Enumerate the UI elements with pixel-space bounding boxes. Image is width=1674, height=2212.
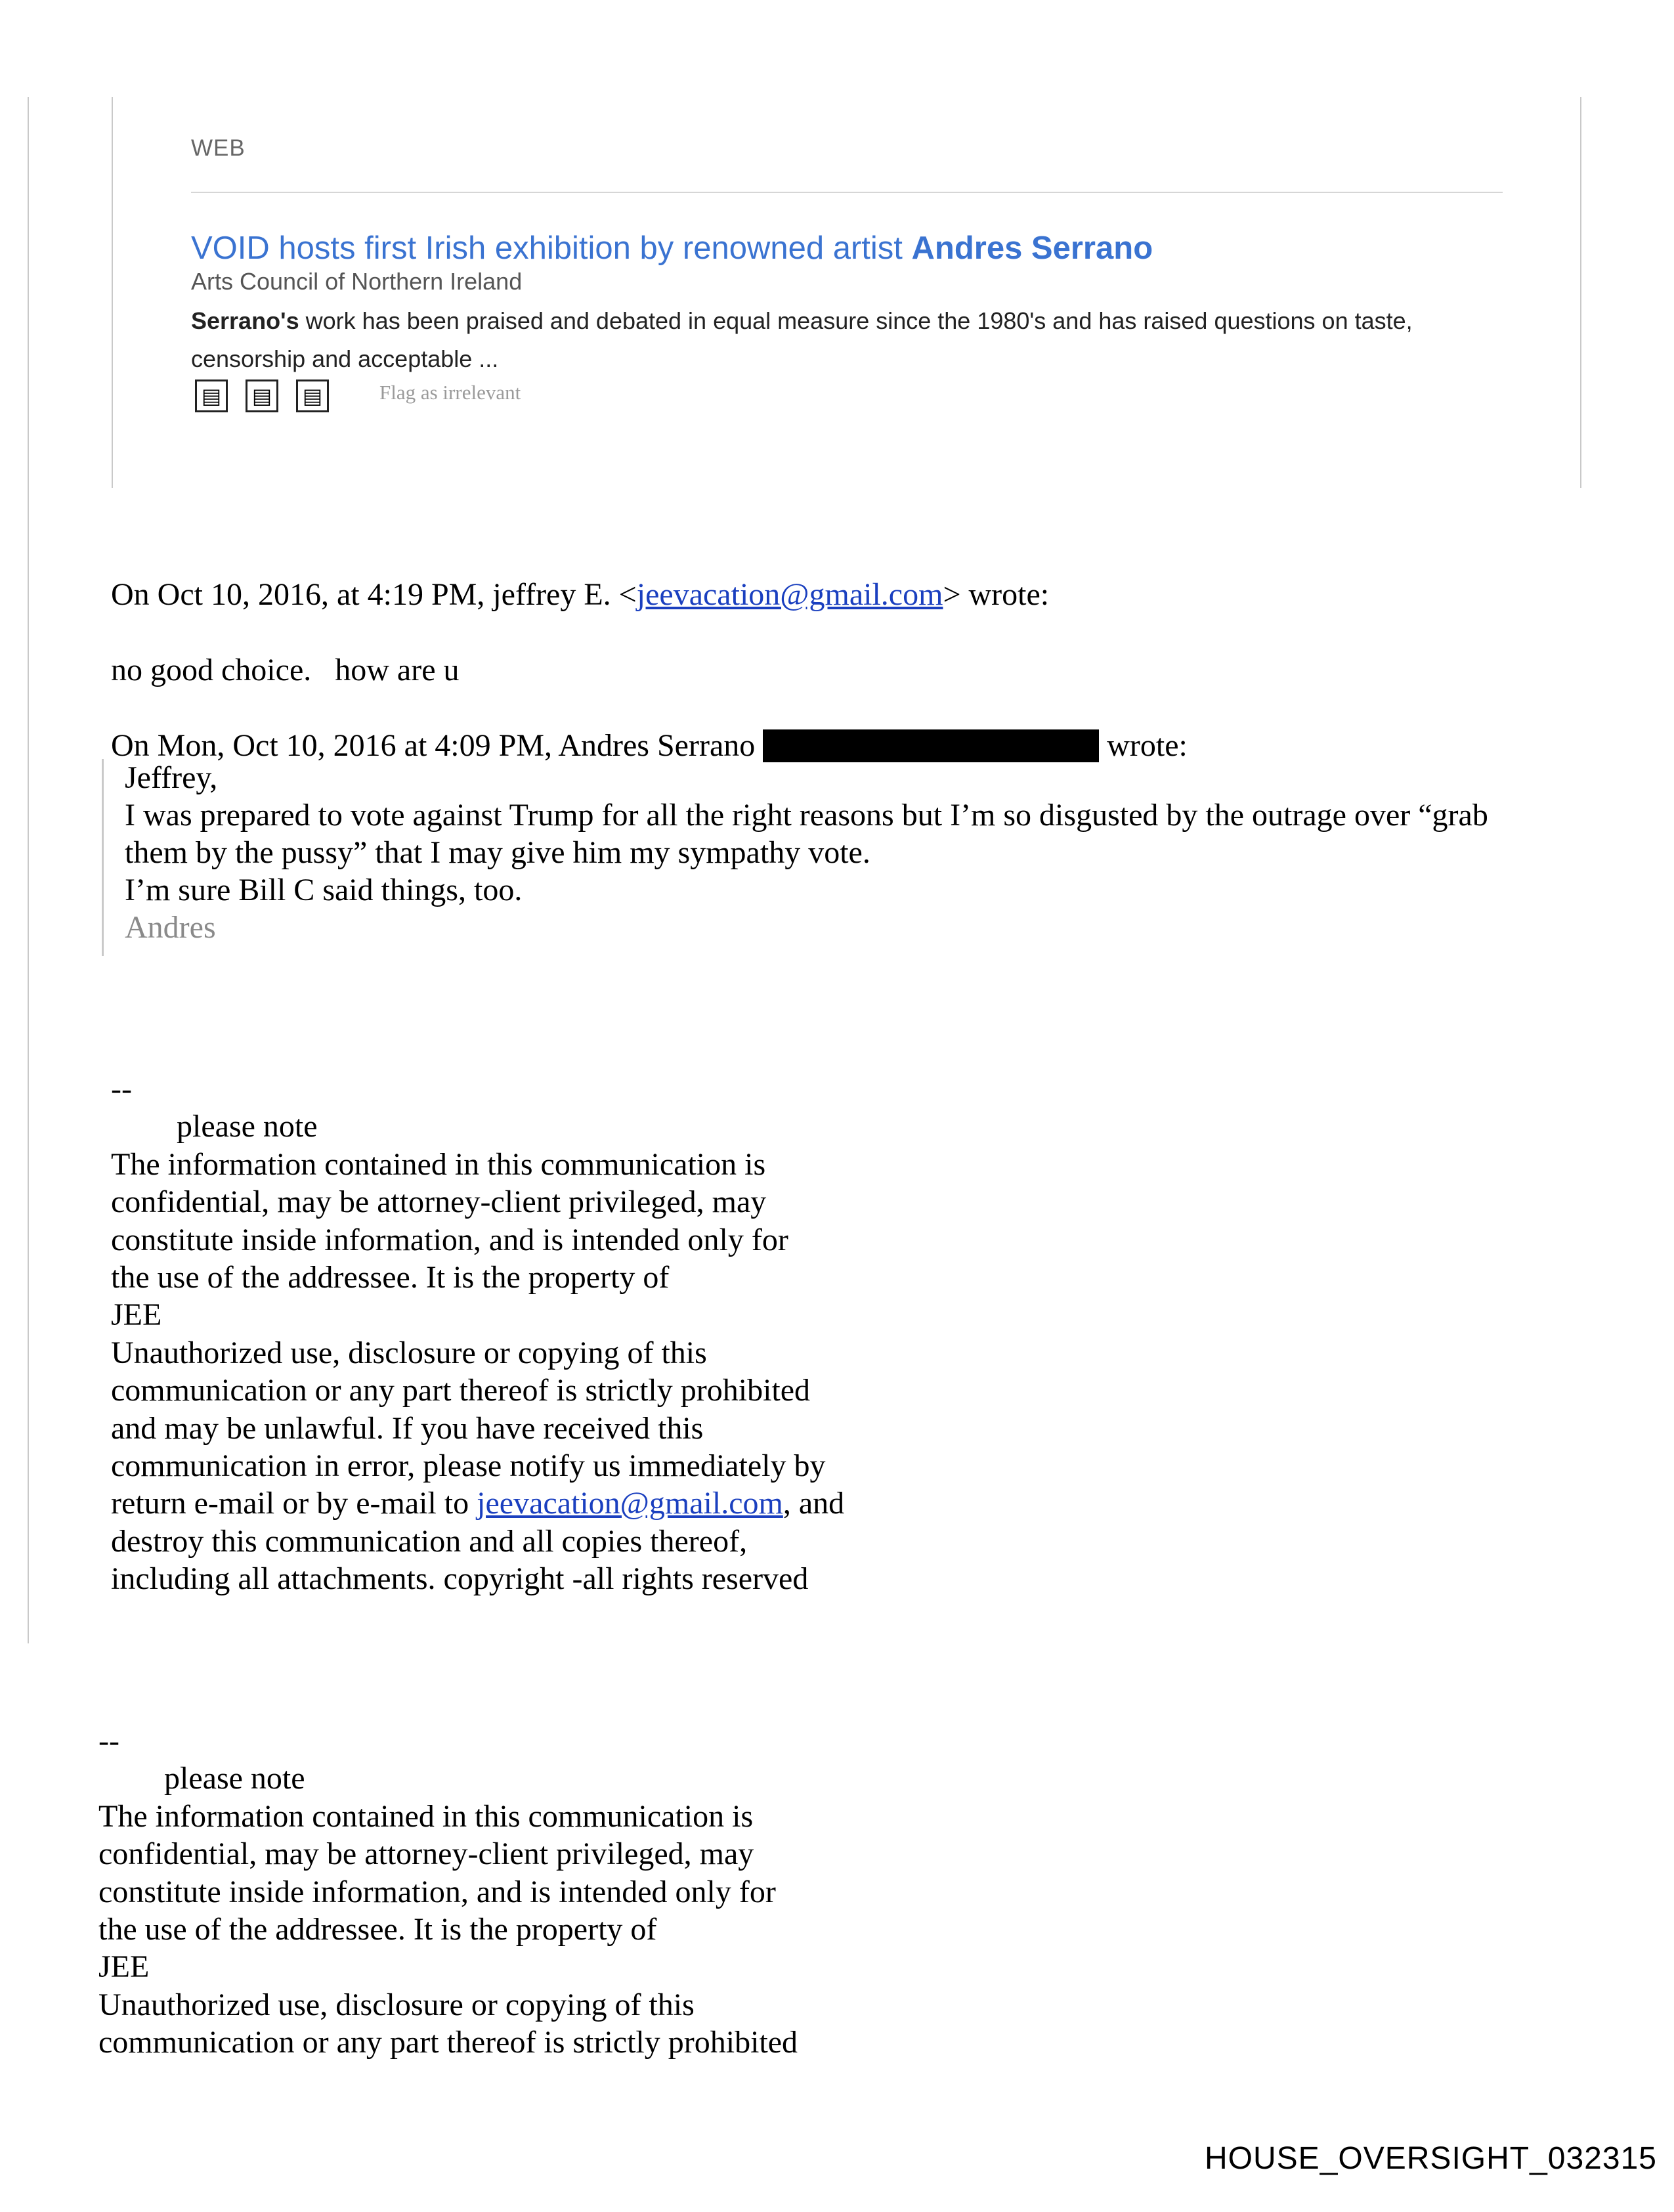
header1-suffix: > wrote: bbox=[943, 577, 1050, 612]
disclaimer-line: constitute inside information, and is intended only for bbox=[98, 1874, 776, 1909]
result-title-text: VOID hosts first Irish exhibition by renowned artist bbox=[191, 230, 912, 266]
disclaimer-note: please note bbox=[164, 1761, 305, 1796]
quoted-message bbox=[102, 759, 1631, 956]
disclaimer-line: constitute inside information, and is intended only for bbox=[111, 1222, 788, 1257]
header2-suffix: wrote: bbox=[1099, 728, 1188, 763]
card-right-border bbox=[1580, 97, 1581, 488]
result-title-link[interactable] bbox=[191, 230, 1153, 267]
disclaimer-line: communication or any part thereof is strictly prohibited bbox=[111, 1373, 811, 1408]
email-header-2 bbox=[111, 727, 1188, 764]
disclaimer-line: including all attachments. copyright -all rights reserved bbox=[111, 1561, 809, 1597]
quoted-line: I’m sure Bill C said things, too. bbox=[125, 873, 523, 907]
document-id: HOUSE_OVERSIGHT_032315 bbox=[1205, 2141, 1657, 2176]
disclaimer-line: confidential, may be attorney-client privileged, may bbox=[111, 1184, 767, 1220]
snippet-text: work has been praised and debated in equal measure since the 1980's and has raised questions on taste, censorship and acceptable ... bbox=[191, 307, 1413, 372]
disclaimer-line: destroy this communication and all copies thereof, bbox=[111, 1523, 748, 1559]
outer-quote-border bbox=[28, 97, 29, 1643]
disclaimer-block bbox=[98, 1722, 798, 2062]
email-line-suffix: , and bbox=[783, 1486, 845, 1521]
disclaimer-block bbox=[111, 1070, 844, 1598]
email-header-1 bbox=[111, 576, 1049, 613]
card-left-border bbox=[112, 97, 113, 488]
signature-separator: -- bbox=[111, 1072, 132, 1106]
disclaimer-line: the use of the addressee. It is the property of bbox=[111, 1260, 670, 1295]
disclaimer-line: The information contained in this communication is bbox=[111, 1146, 766, 1182]
disclaimer-line: confidential, may be attorney-client privileged, may bbox=[98, 1836, 754, 1872]
section-label: WEB bbox=[191, 135, 246, 161]
signature-separator: -- bbox=[98, 1724, 119, 1758]
disclaimer-line: JEE bbox=[111, 1297, 162, 1333]
quoted-signature: Andres bbox=[125, 910, 216, 945]
flag-irrelevant-link[interactable]: Flag as irrelevant bbox=[379, 381, 521, 404]
document-icon[interactable]: ▤ bbox=[296, 380, 329, 412]
quoted-greeting: Jeffrey, bbox=[125, 760, 218, 795]
disclaimer-line: JEE bbox=[98, 1949, 150, 1985]
disclaimer-line: The information contained in this communication is bbox=[98, 1798, 754, 1834]
disclaimer-line: Unauthorized use, disclosure or copying of this bbox=[98, 1987, 695, 2022]
document-icon[interactable]: ▤ bbox=[246, 380, 278, 412]
result-snippet bbox=[191, 302, 1504, 378]
email-link[interactable]: jeevacation@gmail.com bbox=[477, 1486, 783, 1521]
disclaimer-line: the use of the addressee. It is the property of bbox=[98, 1912, 657, 1947]
result-icons bbox=[195, 380, 329, 412]
disclaimer-line: and may be unlawful. If you have received this bbox=[111, 1410, 704, 1446]
result-source: Arts Council of Northern Ireland bbox=[191, 268, 523, 295]
card-divider bbox=[191, 192, 1503, 193]
quoted-line: them by the pussy” that I may give him my sympathy vote. bbox=[125, 835, 870, 870]
reply-text: no good choice. how are u bbox=[111, 653, 460, 687]
redaction-box bbox=[763, 729, 1099, 762]
document-icon[interactable]: ▤ bbox=[195, 380, 228, 412]
snippet-highlight: Serrano's bbox=[191, 307, 299, 334]
disclaimer-line: communication or any part thereof is strictly prohibited bbox=[98, 2025, 798, 2060]
email-line-prefix: return e-mail or by e-mail to bbox=[111, 1486, 477, 1521]
disclaimer-line: communication in error, please notify us immediately by bbox=[111, 1448, 826, 1484]
disclaimer-email-line bbox=[111, 1485, 844, 1522]
result-title-highlight: Andres Serrano bbox=[911, 230, 1153, 266]
email-link[interactable]: jeevacation@gmail.com bbox=[636, 577, 943, 612]
disclaimer-line: Unauthorized use, disclosure or copying of this bbox=[111, 1335, 707, 1370]
header2-prefix: On Mon, Oct 10, 2016 at 4:09 PM, Andres Serrano bbox=[111, 728, 763, 763]
disclaimer-note: please note bbox=[177, 1109, 318, 1144]
header1-prefix: On Oct 10, 2016, at 4:19 PM, jeffrey E. < bbox=[111, 577, 637, 612]
quoted-line: I was prepared to vote against Trump for all the right reasons but I’m so disgusted by the outrage over “grab bbox=[125, 798, 1488, 833]
